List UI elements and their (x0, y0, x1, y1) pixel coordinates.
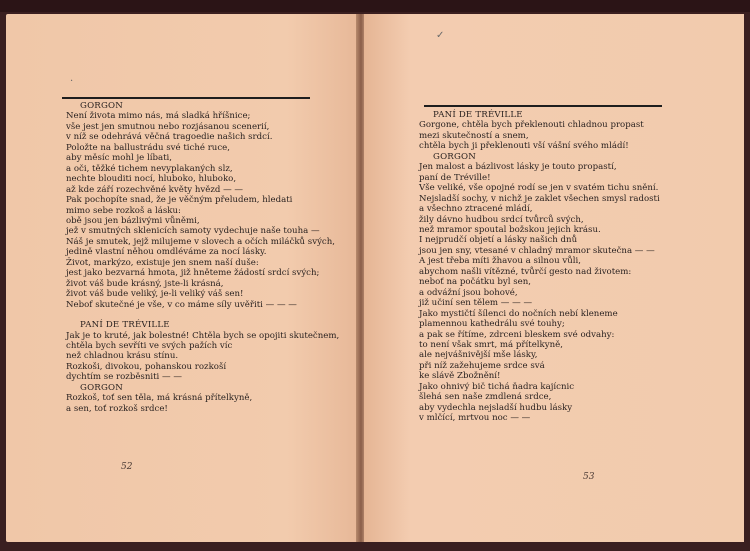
verse-line: aby vydechla nejsladší hudbu lásky (419, 402, 573, 413)
speaker-pani-de-treville: PANÍ DE TRÉVILLE (433, 110, 523, 120)
verse-line: Jak je to kruté, jak bolestné! Chtěla bych se opojiti skutečnem, (66, 330, 340, 341)
verse-line: Gorgone, chtěla bych překlenouti chladnou propast (419, 120, 644, 131)
verse-line: život váš bude krásný, jste-li krásná, (66, 278, 224, 289)
verse-line: Jako mystičtí šílenci do nočních nebí kleneme (419, 308, 618, 319)
verse-line: obě jsou jen bázlivými vůněmi, (66, 215, 200, 226)
verse-line: chtěla bych ji překlenouti vší vášní svého mládí! (419, 141, 629, 152)
stanza-gap (66, 310, 339, 320)
speaker-pani-de-treville: PANÍ DE TRÉVILLE (80, 320, 170, 331)
verse-line: plamennou kathedrálu své touhy; (419, 319, 565, 330)
verse-line: a pak se řítíme, zdrceni bleskem své odvahy: (419, 329, 615, 340)
verse-line: chtěla bych sevříti ve svých pažích víc (66, 340, 233, 351)
speaker-gorgon: GORGON (433, 151, 477, 162)
verse-line: aby měsíc mohl je líbati, (66, 153, 173, 164)
verse-line: již učiní sen tělem — — — (419, 298, 533, 309)
verse-line: Vše veliké, vše opojné rodí se jen v svatém tichu snění. (419, 183, 659, 194)
verse-line: jest jako bezvarná hmota, již hněteme žádostí srdcí svých; (66, 268, 320, 279)
page-number-left: 52 (121, 462, 133, 472)
verse-line: než mramor spoutal božskou jejich krásu. (419, 224, 601, 235)
verse-line: Pak pochopíte snad, že je věčným přeludem, hledati (66, 195, 293, 206)
verse-line: Život, markýzo, existuje jen snem naší duše: (66, 257, 259, 268)
ink-mark: · (70, 76, 74, 87)
verse-line: Náš je smutek, jejž milujeme v slovech a očích miláčků svých, (66, 236, 336, 247)
speaker-gorgon: GORGON (80, 101, 124, 111)
right-top-rule (424, 105, 662, 107)
verse-line: to není však smrt, má přítelkyně, (419, 339, 563, 350)
speaker-gorgon: GORGON (80, 382, 124, 393)
verse-line: v níž se odehrává věčná tragoedie našich srdcí. (66, 132, 273, 143)
verse-line: jsou jen sny, vtesané v chladný mramor skutečna — — (419, 245, 655, 256)
verse-line: Nebof skutečné je vše, v co máme síly uvěřiti — — — (66, 299, 297, 310)
verse-line: šlehá sen naše zmdlená srdce, (419, 392, 552, 403)
verse-line: jedině vlastní něhou omdléváme za nocí lásky. (66, 247, 267, 258)
verse-line: ale nejvášnivější mše lásky, (419, 350, 538, 361)
verse-line: Rozkoši, divokou, pohanskou rozkoší (66, 361, 227, 372)
verse-line: abychom našli vítězné, tvůrčí gesto nad životem: (419, 266, 632, 277)
verse-line: až kde září rozechvěné květy hvězd — — (66, 184, 244, 195)
verse-line: a odvážní jsou bohové, (419, 287, 518, 298)
verse-line: žily dávno hudbou srdcí tvůrců svých, (419, 214, 584, 225)
verse-line: mimo sebe rozkoš a lásku: (66, 205, 181, 216)
verse-line: život váš bude veliký, je-li veliký váš sen! (66, 289, 244, 300)
verse-line: A jest třeba míti žhavou a silnou vůli, (419, 256, 581, 267)
verse-line: než chladnou krásu stínu. (66, 351, 179, 362)
left-top-rule (62, 97, 310, 99)
right-page-text (419, 110, 660, 424)
verse-line: neboť na počátku byl sen, (419, 277, 532, 288)
verse-line: Rozkoš, toť sen těla, má krásná přítelkyně, (66, 393, 253, 404)
verse-line: a oči, těžké tichem nevyplakaných slz, (66, 163, 233, 174)
verse-line: Položte na ballustrádu své tiché ruce, (66, 142, 230, 153)
verse-line: při níž zažehujeme srdce svá (419, 360, 545, 371)
verse-line: nechte blouditi nocí, hluboko, hluboko, (66, 174, 237, 185)
scan-border (0, 0, 750, 12)
verse-line: Není života mimo nás, má sladká hříšnice; (66, 111, 251, 122)
verse-line: Jen malost a bázlivost lásky je touto propastí, (419, 162, 617, 173)
verse-line: vše jest jen smutnou nebo rozjásanou scenerií, (66, 121, 270, 132)
verse-line: a sen, toť rozkoš srdce! (66, 403, 168, 414)
verse-line: dychtím se rozběsniti — — (66, 372, 182, 383)
verse-line: Jako ohnivý bič tichá ňadra kajícnic (419, 381, 575, 392)
verse-line: I nejprudčí objetí a lásky našich dnů (419, 235, 578, 246)
verse-line: jež v smutných sklenicích samoty vydechuje naše touha — (66, 226, 320, 237)
verse-line: a všechno ztracené mládí, (419, 204, 533, 215)
page-number-right: 53 (583, 472, 595, 482)
pencil-mark: ✓ (436, 30, 445, 41)
verse-line: Nejsladší sochy, v nichž je zaklet všechen smysl radosti (419, 193, 660, 204)
left-page-text (66, 101, 339, 414)
verse-line: paní de Tréville! (419, 172, 491, 183)
verse-line: v mlčící, mrtvou noc — — (419, 413, 531, 424)
verse-line: mezi skutečností a snem, (419, 130, 529, 141)
verse-line: ke slávě Zbožnění! (419, 371, 501, 382)
